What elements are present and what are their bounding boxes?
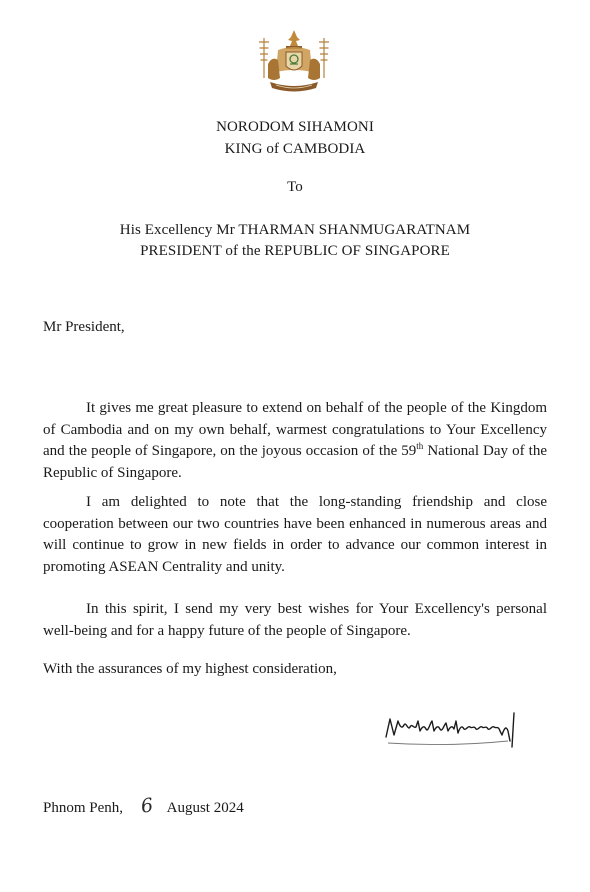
recipient-title: PRESIDENT of the REPUBLIC OF SINGAPORE	[140, 243, 450, 259]
date-day-handwritten: 6	[139, 794, 155, 818]
date-month-year: August 2024	[166, 800, 244, 816]
para1-text: It gives me great pleasure to extend on behalf of the people of the Kingdom of Cambodia and on my own behalf, warmest congratulations to Your Excellency and the people of Singapore, on the joyous occasion of the 59	[43, 400, 547, 460]
to-label: To	[287, 179, 303, 195]
ordinal-suffix: th	[416, 441, 424, 452]
sender-title: KING of CAMBODIA	[224, 141, 366, 157]
handwritten-signature-icon	[378, 707, 538, 751]
para1-text-end: National Day of the Republic of Singapore.	[43, 443, 547, 481]
closing-line: With the assurances of my highest consideration,	[43, 661, 337, 677]
date-place: Phnom Penh,	[43, 800, 124, 816]
salutation: Mr President,	[43, 319, 125, 335]
body-paragraph-1	[43, 398, 547, 484]
recipient-name: His Excellency Mr THARMAN SHANMUGARATNAM	[119, 222, 471, 238]
body-paragraph-3: In this spirit, I send my very best wishes for Your Excellency's personal well-being and for a happy future of the people of Singapore.	[43, 601, 547, 639]
royal-arms-of-cambodia-icon	[256, 28, 332, 98]
body-paragraph-2: I am delighted to note that the long-standing friendship and close cooperation between our two countries have been enhanced in numerous areas and will continue to grow in new fields in order to advance our common interest in promoting ASEAN Centrality and unity.	[43, 494, 547, 575]
sender-name: NORODOM SIHAMONI	[216, 119, 374, 135]
dateline	[43, 795, 244, 819]
